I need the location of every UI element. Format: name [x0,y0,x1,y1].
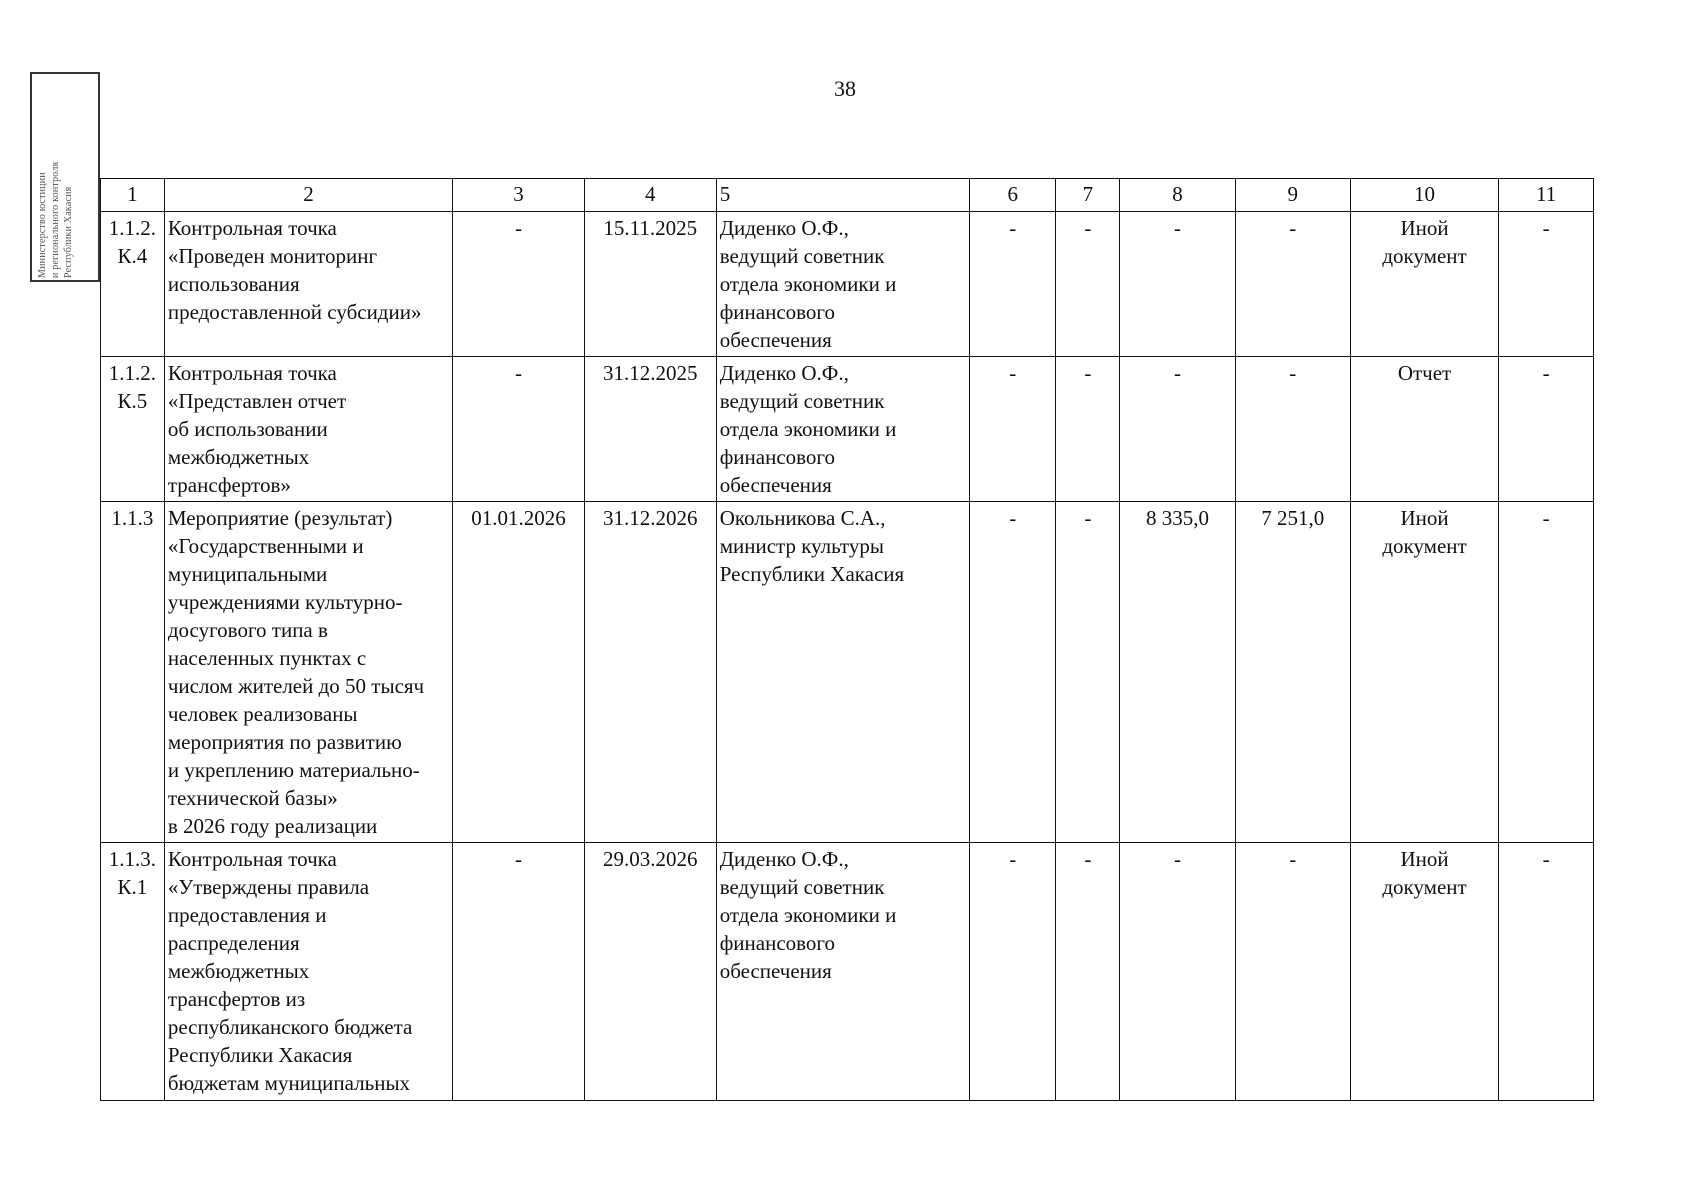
header-cell: 1 [101,179,165,212]
description-cell-line: трансфертов» [167,473,291,497]
description-cell-line: трансфертов из [167,987,306,1011]
col6-cell [969,843,1055,1101]
start-date-cell-line: - [515,361,523,385]
document-type-cell-line: Иной [1400,847,1449,871]
col9-cell-line: - [1289,216,1297,240]
col11-cell [1499,502,1594,843]
responsible-cell-line: финансового [719,300,836,324]
stamp-line: и регионального контроля [50,161,61,278]
description-cell [164,502,452,843]
responsible-cell-line: министр культуры [719,534,884,558]
col7-cell [1056,502,1120,843]
description-cell-line: «Государственными и [167,534,364,558]
col9-cell-line: - [1289,847,1297,871]
description-cell-line: использования [167,272,300,296]
col11-cell-line: - [1542,847,1550,871]
col8-cell [1120,843,1235,1101]
start-date-cell [453,502,585,843]
document-type-cell [1350,357,1498,502]
col9-cell [1235,843,1350,1101]
col11-cell [1499,357,1594,502]
end-date-cell-line: 29.03.2026 [603,847,698,871]
code-cell [101,212,165,357]
responsible-cell-line: Диденко О.Ф., [719,216,849,240]
description-cell-line: межбюджетных [167,445,310,469]
registration-stamp [30,72,100,282]
table-row [101,502,1594,843]
responsible-cell-line: ведущий советник [719,244,885,268]
end-date-cell-line: 31.12.2026 [603,506,698,530]
col9-cell-line: 7 251,0 [1261,506,1325,530]
header-cell: 8 [1120,179,1235,212]
description-cell-line: предоставленной субсидии» [167,300,422,324]
description-cell-line: человек реализованы [167,702,358,726]
responsible-cell [716,357,969,502]
header-cell: 2 [164,179,452,212]
description-cell-line: в 2026 году реализации [167,814,378,838]
code-cell [101,502,165,843]
stamp-line: Министерство юстиции [37,172,48,278]
col11-cell-line: - [1542,506,1550,530]
header-cell: 11 [1499,179,1594,212]
end-date-cell [584,843,716,1101]
responsible-cell-line: отдела экономики и [719,417,897,441]
responsible-cell-line: ведущий советник [719,389,885,413]
header-cell: 6 [969,179,1055,212]
responsible-cell-line: обеспечения [719,328,832,352]
responsible-cell-line: отдела экономики и [719,903,897,927]
description-cell-line: республиканского бюджета [167,1015,413,1039]
document-type-cell [1350,502,1498,843]
description-cell-line: распределения [167,931,300,955]
code-cell [101,357,165,502]
code-cell-line: К.5 [117,389,148,413]
col8-cell [1120,212,1235,357]
stamp-line: Республики Хакасия [63,186,74,278]
start-date-cell-line: - [515,216,523,240]
responsible-cell [716,843,969,1101]
responsible-cell-line: обеспечения [719,959,832,983]
description-cell-line: «Утверждены правила [167,875,370,899]
description-cell-line: «Проведен мониторинг [167,244,378,268]
end-date-cell [584,502,716,843]
col6-cell [969,357,1055,502]
col9-cell-line: - [1289,361,1297,385]
description-cell [164,212,452,357]
table-row [101,843,1594,1101]
col9-cell [1235,212,1350,357]
document-type-cell-line: Отчет [1397,361,1452,385]
col7-cell-line: - [1084,216,1092,240]
start-date-cell-line: - [515,847,523,871]
page-number: 38 [834,76,856,101]
col7-cell-line: - [1084,506,1092,530]
code-cell-line: 1.1.3. [108,847,157,871]
col9-cell [1235,357,1350,502]
header-cell: 10 [1350,179,1498,212]
start-date-cell [453,212,585,357]
description-cell-line: бюджетам муниципальных [167,1071,411,1095]
responsible-cell-line: финансового [719,931,836,955]
table-row [101,357,1594,502]
responsible-cell [716,502,969,843]
header-cell: 5 [716,179,969,212]
start-date-cell [453,357,585,502]
responsible-cell-line: отдела экономики и [719,272,897,296]
code-cell-line: 1.1.3 [111,506,154,530]
description-cell-line: технической базы» [167,786,338,810]
description-cell-line: учреждениями культурно- [167,590,403,614]
responsible-cell-line: Диденко О.Ф., [719,847,849,871]
col6-cell-line: - [1009,216,1017,240]
responsible-cell-line: финансового [719,445,836,469]
table-body [101,179,1594,1101]
col8-cell-line: - [1173,216,1181,240]
document-type-cell-line: Иной [1400,506,1449,530]
document-type-cell-line: документ [1382,534,1467,558]
col6-cell-line: - [1009,506,1017,530]
col9-cell [1235,502,1350,843]
responsible-cell-line: Республики Хакасия [719,562,905,586]
col7-cell-line: - [1084,847,1092,871]
col11-cell-line: - [1542,216,1550,240]
description-cell-line: числом жителей до 50 тысяч [167,674,425,698]
code-cell [101,843,165,1101]
code-cell-line: К.4 [117,244,148,268]
end-date-cell-line: 31.12.2025 [603,361,698,385]
description-cell-line: муниципальными [167,562,328,586]
col8-cell [1120,502,1235,843]
description-cell [164,357,452,502]
description-cell-line: досугового типа в [167,618,328,642]
description-cell-line: межбюджетных [167,959,310,983]
code-cell-line: 1.1.2. [108,216,157,240]
col7-cell [1056,357,1120,502]
document-type-cell [1350,843,1498,1101]
end-date-cell [584,357,716,502]
description-cell-line: населенных пунктах с [167,646,367,670]
table-row [101,212,1594,357]
description-cell-line: Мероприятие (результат) [167,506,393,530]
document-type-cell-line: Иной [1400,216,1449,240]
col8-cell [1120,357,1235,502]
responsible-cell-line: ведущий советник [719,875,885,899]
code-cell-line: 1.1.2. [108,361,157,385]
stamp-text [32,74,102,284]
header-cell: 9 [1235,179,1350,212]
table-header-row [101,179,1594,212]
end-date-cell-line: 15.11.2025 [603,216,698,240]
description-cell-line: мероприятия по развитию [167,730,402,754]
document-type-cell [1350,212,1498,357]
responsible-cell [716,212,969,357]
col11-cell [1499,843,1594,1101]
code-cell-line: К.1 [117,875,148,899]
plan-table [100,178,1594,1101]
description-cell-line: и укреплению материально- [167,758,420,782]
description-cell [164,843,452,1101]
responsible-cell-line: Диденко О.Ф., [719,361,849,385]
end-date-cell [584,212,716,357]
col8-cell-line: - [1173,361,1181,385]
description-cell-line: «Представлен отчет [167,389,347,413]
document-type-cell-line: документ [1382,875,1467,899]
description-cell-line: предоставления и [167,903,327,927]
col7-cell [1056,212,1120,357]
col11-cell-line: - [1542,361,1550,385]
start-date-cell-line: 01.01.2026 [471,506,566,530]
responsible-cell-line: Окольникова С.А., [719,506,886,530]
col6-cell [969,212,1055,357]
col7-cell [1056,843,1120,1101]
description-cell-line: об использовании [167,417,328,441]
col7-cell-line: - [1084,361,1092,385]
start-date-cell [453,843,585,1101]
description-cell-line: Контрольная точка [167,847,337,871]
header-cell: 7 [1056,179,1120,212]
responsible-cell-line: обеспечения [719,473,832,497]
description-cell-line: Республики Хакасия [167,1043,353,1067]
description-cell-line: Контрольная точка [167,216,337,240]
col11-cell [1499,212,1594,357]
header-cell: 4 [584,179,716,212]
col6-cell-line: - [1009,847,1017,871]
description-cell-line: Контрольная точка [167,361,337,385]
col6-cell [969,502,1055,843]
col6-cell-line: - [1009,361,1017,385]
col8-cell-line: 8 335,0 [1145,506,1209,530]
col8-cell-line: - [1173,847,1181,871]
header-cell: 3 [453,179,585,212]
document-type-cell-line: документ [1382,244,1467,268]
